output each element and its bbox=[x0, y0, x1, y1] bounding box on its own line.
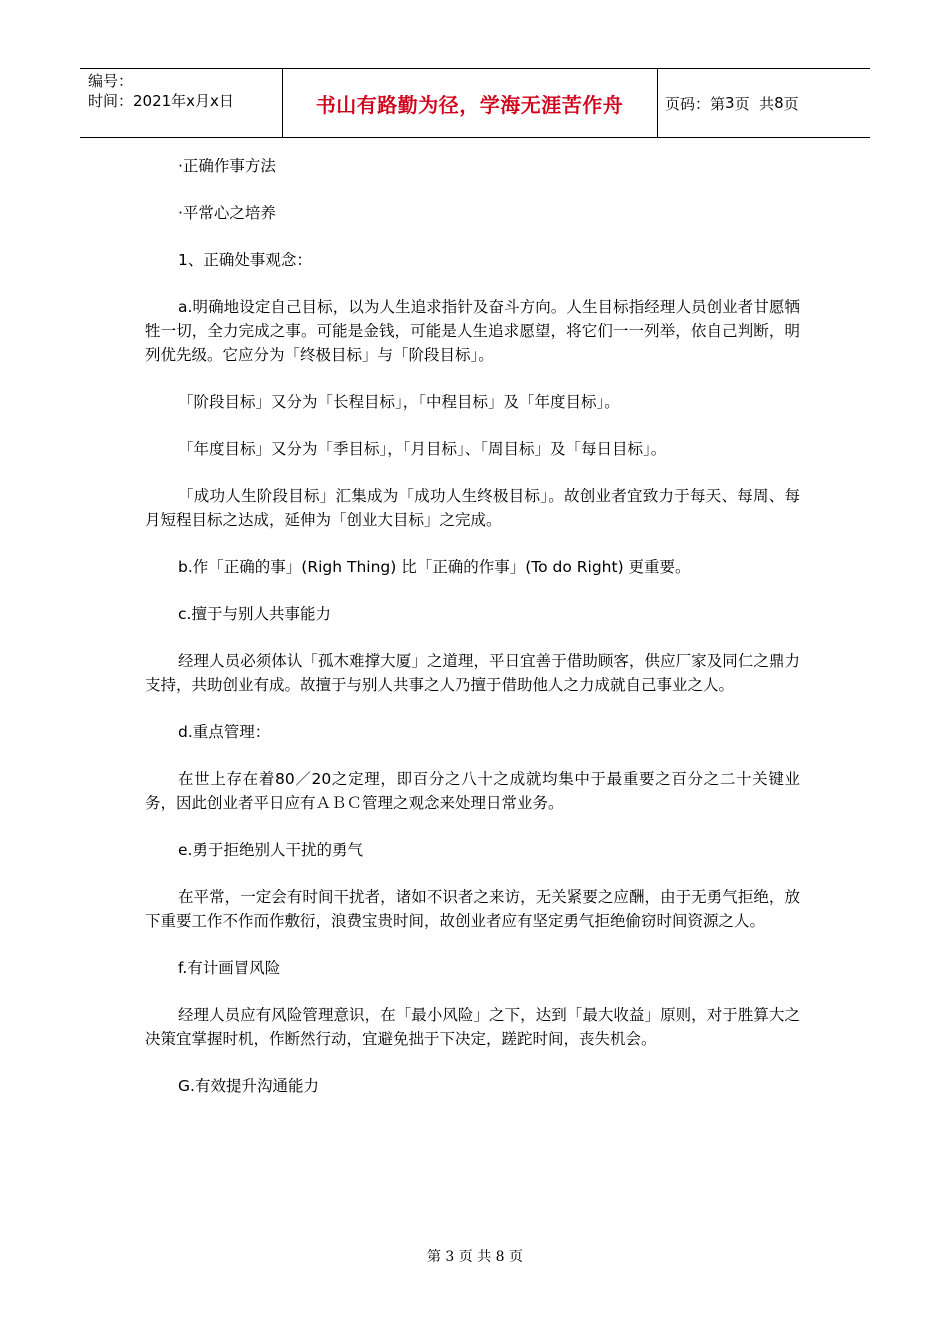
subheading: G.有效提升沟通能力 bbox=[178, 1077, 319, 1095]
page-end: 页 bbox=[783, 94, 799, 113]
page-header bbox=[80, 68, 870, 138]
document-body bbox=[145, 154, 800, 1121]
paragraph: 「成功人生阶段目标」汇集成为「成功人生终极目标」。故创业者宜致力于每天、每周、每月短程目标之达成，延伸为「创业大目标」之完成。 bbox=[145, 487, 800, 529]
page-footer bbox=[0, 1246, 950, 1266]
page-label: 页码：第 bbox=[665, 94, 726, 113]
section-heading: 1、正确处事观念： bbox=[178, 251, 312, 269]
paragraph: a.明确地设定自己目标，以为人生追求指针及奋斗方向。人生目标指经理人员创业者甘愿牺牲一切，全力完成之事。可能是金钱，可能是人生追求愿望，将它们一一列举，依自己判断，明列优先级。它应分为「终极目标」与「阶段目标」。 bbox=[145, 298, 800, 364]
footer-middle: 页 共 bbox=[454, 1249, 496, 1265]
page-mid: 页 共 bbox=[734, 94, 775, 113]
list-item: ·平常心之培养 bbox=[178, 204, 276, 222]
header-meta bbox=[88, 71, 234, 111]
paragraph: 经理人员应有风险管理意识，在「最小风险」之下，达到「最大收益」原则，对于胜算大之决策宜掌握时机，作断然行动，宜避免拙于下决定，蹉跎时间，丧失机会。 bbox=[145, 1006, 800, 1048]
paragraph: 经理人员必须体认「孤木难撑大厦」之道理，平日宜善于借助顾客，供应厂家及同仁之鼎力支持，共助创业有成。故擅于与别人共事之人乃擅于借助他人之力成就自己事业之人。 bbox=[145, 652, 800, 694]
footer-total: 8 bbox=[495, 1249, 505, 1265]
header-divider bbox=[657, 69, 658, 137]
date-label: 时间：2021年x月x日 bbox=[88, 92, 234, 110]
paragraph: 在平常，一定会有时间干扰者，诸如不识者之来访，无关紧要之应酬，由于无勇气拒绝，放下重要工作不作而作敷衍，浪费宝贵时间，故创业者应有坚定勇气拒绝偷窃时间资源之人。 bbox=[145, 888, 800, 930]
page-current: 3 bbox=[725, 94, 735, 112]
subheading: d.重点管理： bbox=[178, 723, 271, 741]
doc-number-label: 编号： bbox=[88, 72, 134, 90]
paragraph: 「阶段目标」又分为「长程目标」，「中程目标」及「年度目标」。 bbox=[178, 393, 620, 411]
header-motto: 书山有路勤为径，学海无涯苦作舟 bbox=[315, 92, 624, 117]
footer-prefix: 第 bbox=[426, 1249, 446, 1265]
footer-current: 3 bbox=[445, 1249, 455, 1265]
subheading: e.勇于拒绝别人干扰的勇气 bbox=[178, 841, 363, 859]
header-page-number bbox=[665, 69, 799, 137]
subheading: c.擅于与别人共事能力 bbox=[178, 605, 331, 623]
paragraph: 「年度目标」又分为「季目标」，「月目标」、「周目标」及「每日目标」。 bbox=[178, 440, 667, 458]
paragraph: 在世上存在着80／20之定理，即百分之八十之成就均集中于最重要之百分之二十关键业务，因此创业者平日应有ＡＢＣ管理之观念来处理日常业务。 bbox=[145, 770, 800, 812]
subheading: b.作「正确的事」(Righ Thing) 比「正确的作事」(To do Right) 更重要。 bbox=[178, 558, 691, 576]
subheading: f.有计画冒风险 bbox=[178, 959, 281, 977]
page-total: 8 bbox=[774, 94, 784, 112]
list-item: ·正确作事方法 bbox=[178, 157, 276, 175]
footer-suffix: 页 bbox=[504, 1249, 524, 1265]
